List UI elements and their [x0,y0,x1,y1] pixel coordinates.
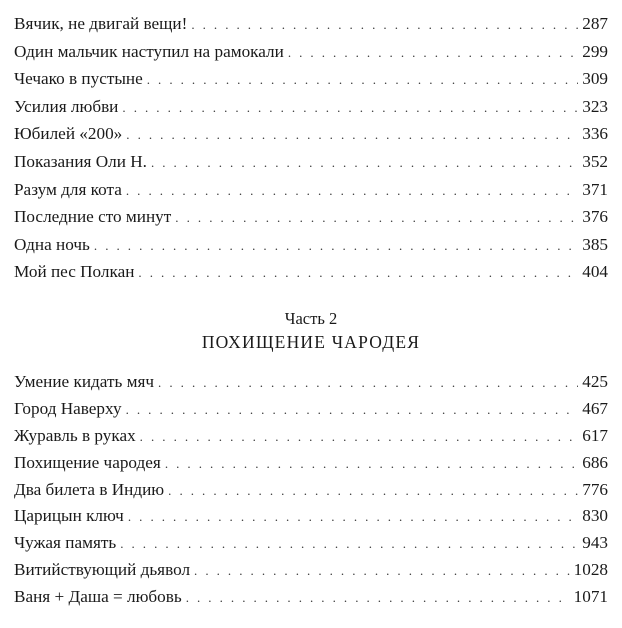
toc-entry-page: 309 [582,69,608,89]
toc-entry-title: Похищение чародея [14,452,161,472]
toc-entry-title: Ваня + Даша = любовь [14,587,182,607]
toc-entry [14,258,608,286]
toc-entry-page: 299 [582,41,608,61]
toc-entry-page: 371 [582,179,608,199]
dot-leader [151,149,578,177]
dot-leader [120,531,578,558]
toc-entry-page: 943 [582,533,608,553]
part-title: ПОХИЩЕНИЕ ЧАРОДЕЯ [201,332,421,352]
toc-entry [14,148,608,176]
toc-entry-page: 352 [582,151,608,171]
toc-entry-page: 467 [582,398,608,418]
toc-entry [14,423,608,450]
toc-entry-title: Город Наверху [14,398,122,418]
toc-entry-title: Показания Оли Н. [14,151,147,171]
toc-entry-page: 376 [582,207,608,227]
toc-entry [14,93,608,121]
dot-leader [122,94,578,122]
toc-list-part1 [14,10,608,286]
toc-entry-title: Последние сто минут [14,207,172,227]
toc-entry-title: Витийствующий дьявол [14,560,191,580]
toc-entry [14,231,608,259]
toc-entry-title: Усилия любви [14,96,119,116]
toc-entry-title: Юбилей «200» [14,124,123,144]
toc-entry [14,38,608,66]
toc-entry [14,450,608,477]
dot-leader [94,232,578,260]
toc-entry [14,584,608,611]
toc-entry-title: Разум для кота [14,179,122,199]
toc-entry [14,369,608,396]
toc-entry [14,396,608,423]
toc-entry-title: Журавль в руках [14,425,136,445]
toc-entry-page: 425 [582,372,608,391]
toc-entry [14,503,608,530]
toc-list-part2 [14,369,608,611]
toc-entry-page: 336 [582,124,608,144]
toc-entry-page: 323 [582,96,608,116]
toc-entry [14,557,608,584]
dot-leader [128,504,578,531]
toc-entry-page: 1071 [573,587,608,607]
toc-entry [14,10,608,38]
dot-leader [194,558,570,585]
toc-entry-page: 686 [582,452,608,472]
dot-leader [138,259,578,287]
dot-leader [140,424,579,451]
toc-entry [14,203,608,231]
toc-entry-title: Один мальчик наступил на рамокали [14,41,284,61]
dot-leader [165,451,578,478]
dot-leader [168,478,578,505]
dot-leader [186,585,570,612]
dot-leader [126,397,579,424]
toc-entry-title: Умение кидать мяч [14,372,155,391]
dot-leader [126,121,578,149]
dot-leader [147,66,578,94]
toc-entry-title: Одна ночь [14,234,90,254]
toc-entry [14,530,608,557]
dot-leader [175,204,578,232]
dot-leader [288,39,578,67]
toc-entry-page: 776 [582,479,608,499]
toc-entry-page: 1028 [573,560,608,580]
toc-entry-page: 617 [582,425,608,445]
dot-leader [191,11,578,39]
toc-entry-page: 404 [582,262,608,282]
dot-leader [158,370,578,397]
dot-leader [126,177,578,205]
toc-entry [14,120,608,148]
toc-entry-title: Чужая память [14,533,117,553]
toc-entry-title: Мой пес Полкан [14,262,135,282]
toc-entry-title: Чечако в пустыне [14,69,143,89]
toc-page [14,0,608,628]
toc-entry-title: Вячик, не двигай вещи! [14,14,188,33]
toc-entry-title: Царицын ключ [14,506,124,526]
toc-entry [14,65,608,93]
toc-entry-page: 830 [582,506,608,526]
part-number: Часть 2 [284,309,338,328]
toc-entry-title: Два билета в Индию [14,479,165,499]
toc-entry [14,477,608,504]
toc-entry [14,176,608,204]
toc-entry-page: 385 [582,234,608,254]
toc-entry-page: 287 [582,14,608,33]
